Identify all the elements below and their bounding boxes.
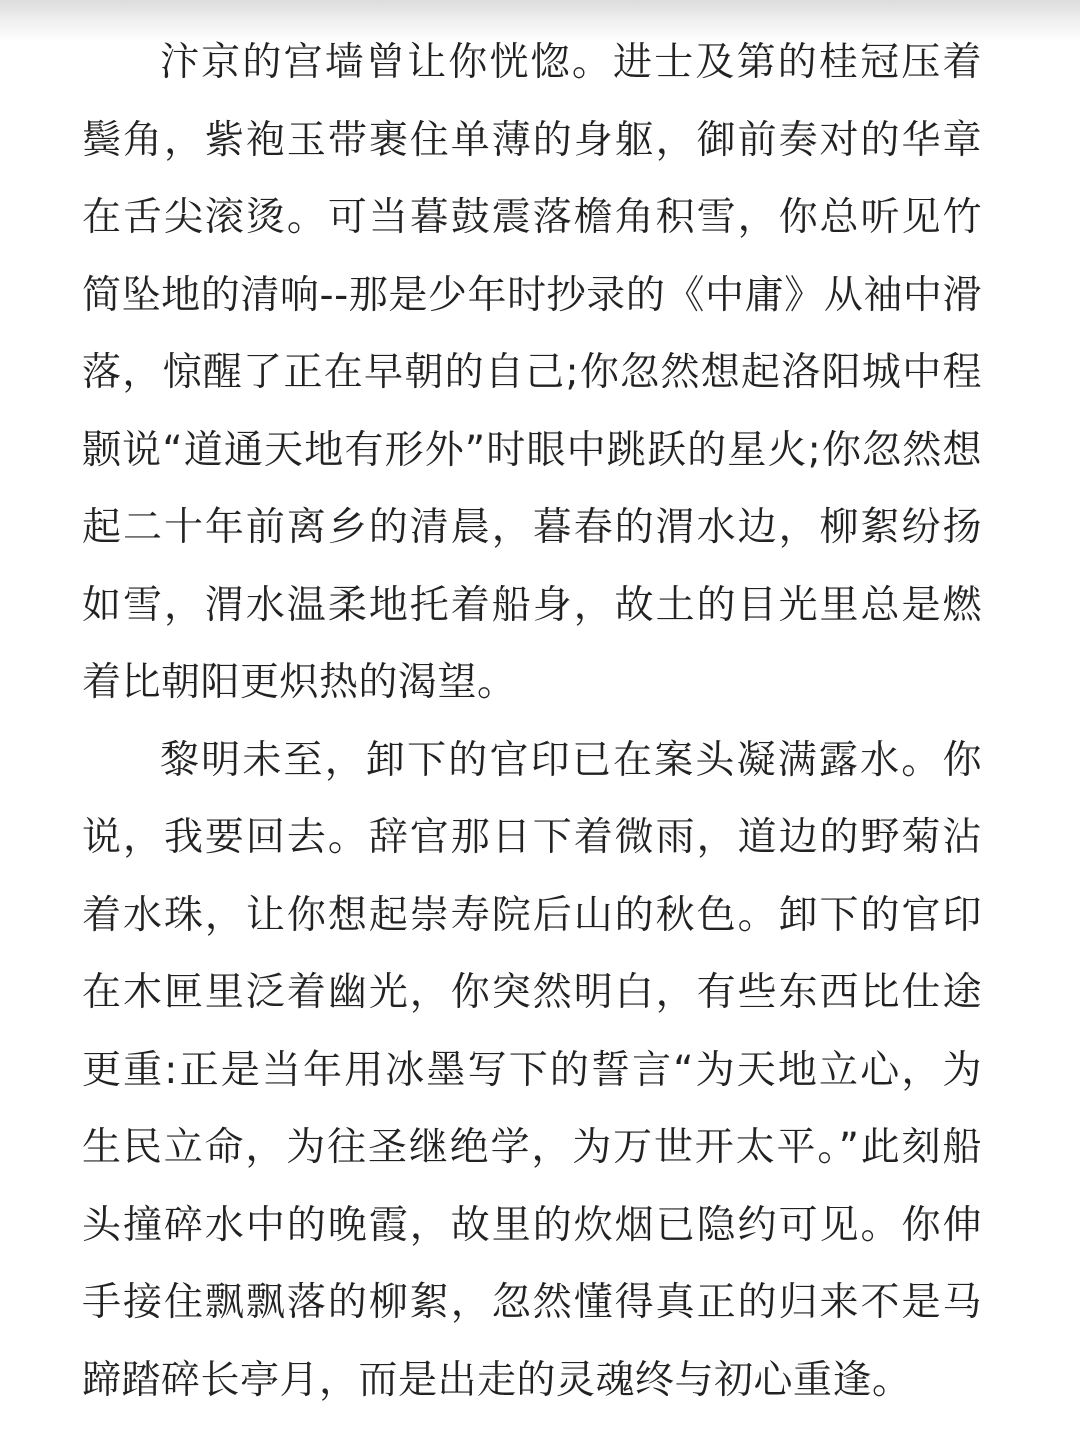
document-page — [82, 24, 982, 1419]
paragraph-2: 黎明未至，卸下的官印已在案头凝满露水。你说，我要回去。辞官那日下着微雨，道边的野菊沾着水珠，让你想起崇寿院后山的秋色。卸下的官印在木匣里泛着幽光，你突然明白，有些东西比仕途更重:正是当年用冰墨写下的誓言“为天地立心，为生民立命，为往圣继绝学，为万世开太平。”此刻船头撞碎水中的晚霞，故里的炊烟已隐约可见。你伸手接住飘飘落的柳絮，忽然懂得真正的归来不是马蹄踏碎长亭月，而是出走的灵魂终与初心重逢。 — [82, 737, 982, 1403]
paragraph-1: 汴京的宫墙曾让你恍惚。进士及第的桂冠压着鬓角，紫袍玉带裹住单薄的身躯，御前奏对的华章在舌尖滚烫。可当暮鼓震落檐角积雪，你总听见竹简坠地的清响--那是少年时抄录的《中庸》从袖中滑落，惊醒了正在早朝的自己;你忽然想起洛阳城中程颢说“道通天地有形外”时眼中跳跃的星火;你忽然想起二十年前离乡的清晨，暮春的渭水边，柳絮纷扬如雪，渭水温柔地托着船身，故土的目光里总是燃着比朝阳更炽热的渴望。 — [82, 40, 982, 705]
